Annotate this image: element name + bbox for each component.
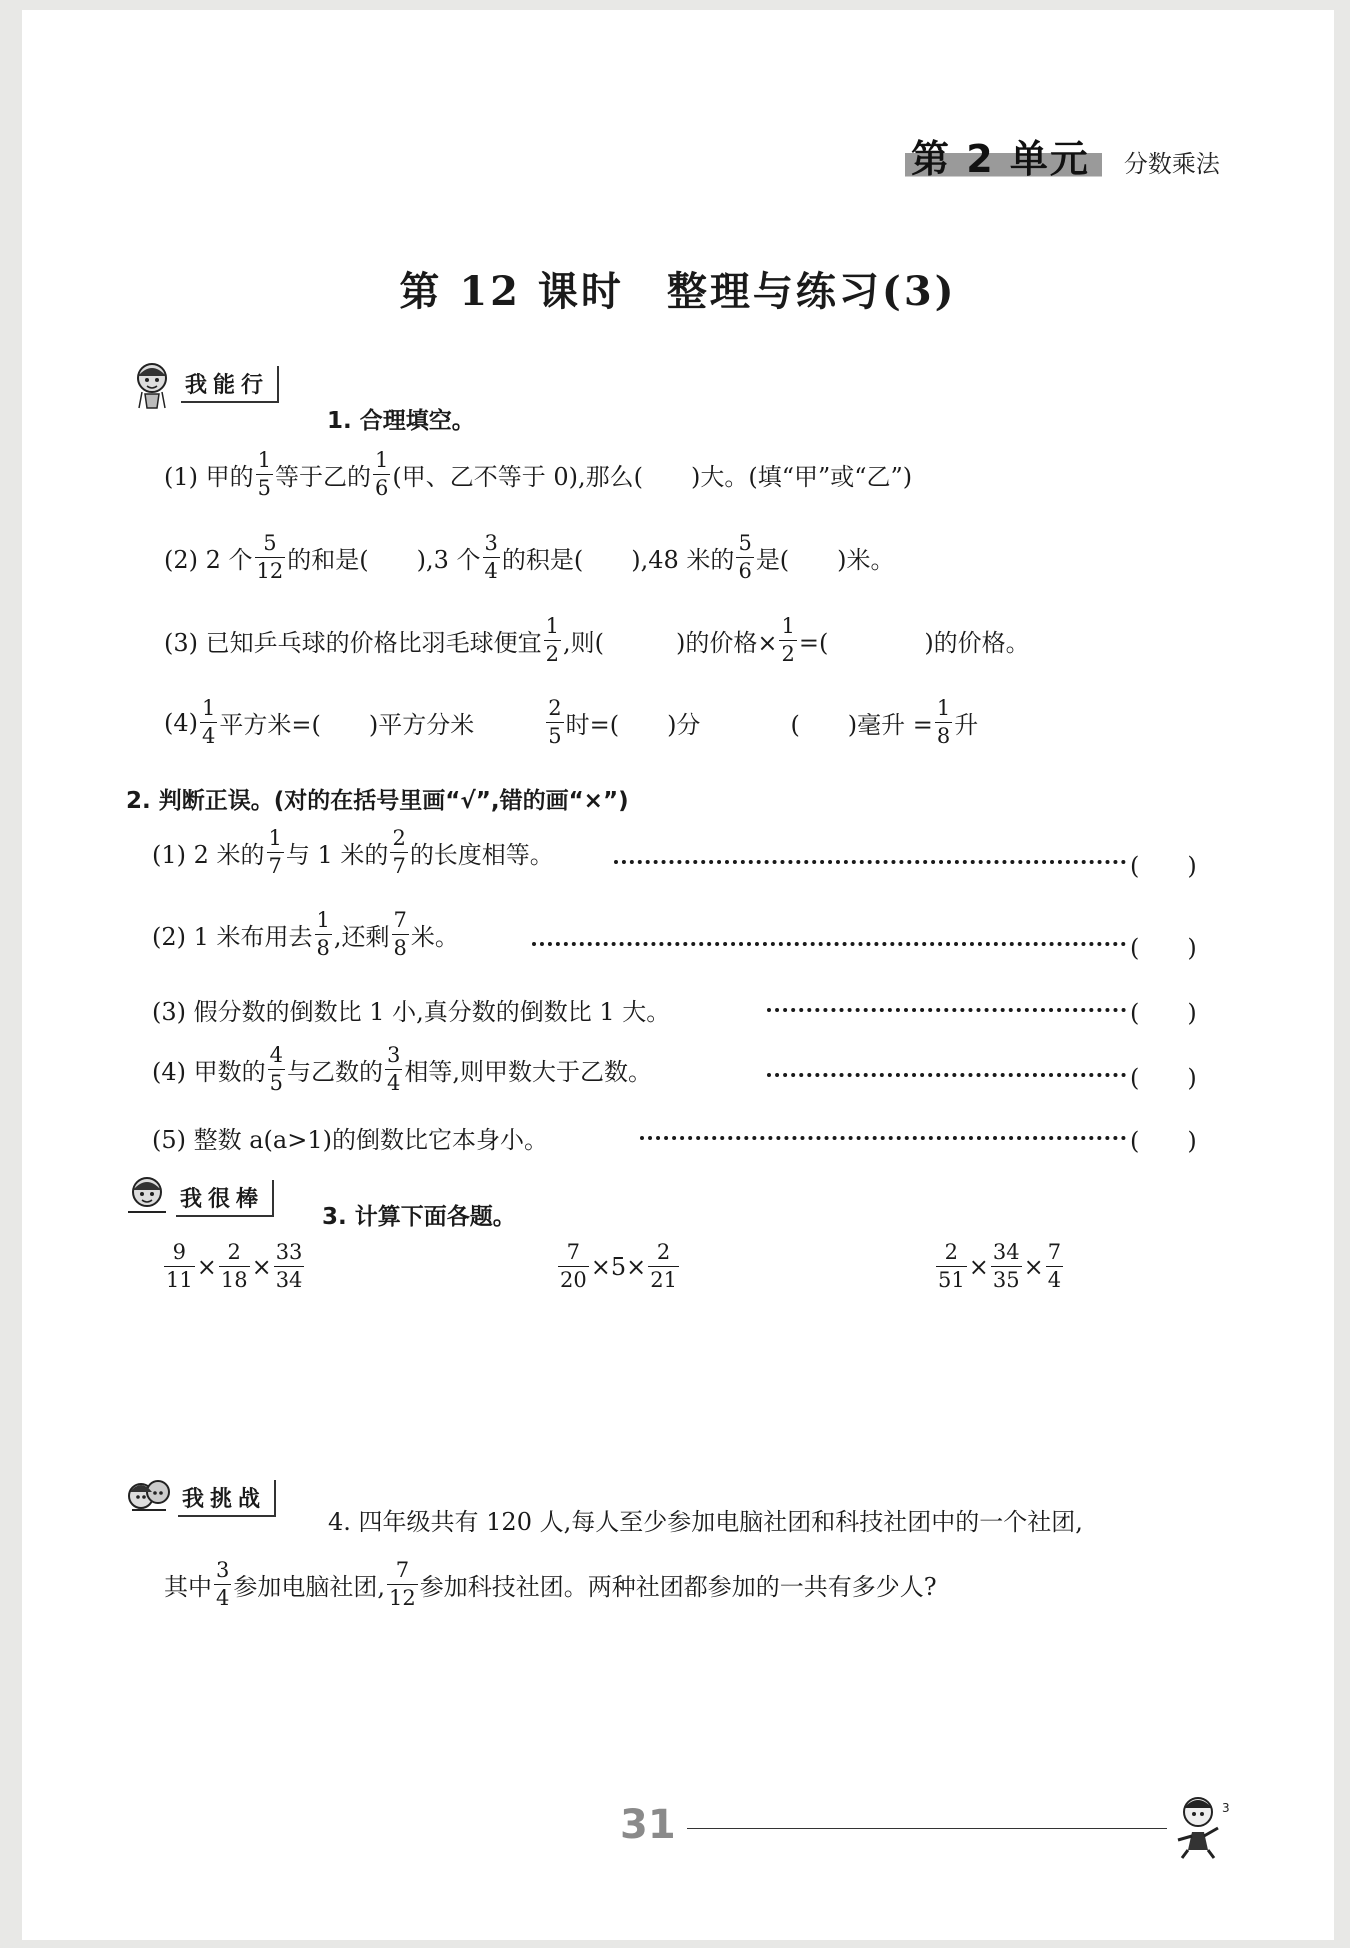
- fraction: [255, 533, 286, 582]
- question-1-heading: 1. 合理填空。: [327, 408, 475, 434]
- fraction: [546, 698, 563, 747]
- leader-dots: [767, 1008, 1126, 1012]
- text: 4. 四年级共有 120 人,每人至少参加电脑社团和科技社团中的一个社团,: [328, 1508, 1083, 1536]
- girl-mascot-icon: [122, 1172, 172, 1224]
- denominator: 21: [650, 1268, 677, 1292]
- calc-3: [934, 1242, 1065, 1291]
- numerator: 3: [387, 1043, 401, 1067]
- footer-rule: [687, 1828, 1167, 1829]
- denominator: 12: [389, 1586, 416, 1610]
- text: (4) 甲数的: [152, 1058, 266, 1086]
- question-3-heading: 3. 计算下面各题。: [322, 1204, 516, 1230]
- leader-dots: [614, 860, 1126, 864]
- numerator: 2: [944, 1240, 959, 1264]
- fraction: [214, 1560, 231, 1609]
- denominator: 5: [548, 724, 562, 748]
- text: ( )毫升 =: [790, 711, 933, 739]
- numerator: 1: [202, 696, 216, 720]
- q2-item-1: [152, 828, 554, 877]
- numerator: 1: [316, 908, 330, 932]
- lesson-title: 第 12 课时 整理与练习(3): [399, 268, 957, 315]
- question-4-line-1: [328, 1502, 1083, 1537]
- text: (2) 2 个: [164, 546, 253, 574]
- text: =( )的价格。: [798, 629, 1030, 657]
- text: 与乙数的: [287, 1058, 383, 1086]
- denominator: 11: [166, 1268, 193, 1292]
- fraction: [219, 1242, 250, 1291]
- cartoon-kid-icon: [1170, 1792, 1232, 1862]
- denominator: 4: [387, 1071, 401, 1095]
- text: (1) 甲的: [164, 463, 254, 491]
- fraction: [392, 910, 409, 959]
- answer-blank-1[interactable]: ( ): [1130, 852, 1197, 880]
- calc-1: [162, 1242, 306, 1291]
- text: 时=( )分: [565, 711, 701, 739]
- unit-header: [905, 128, 1220, 183]
- denominator: 7: [268, 854, 282, 878]
- fraction: [164, 1242, 195, 1291]
- numerator: 1: [257, 448, 271, 472]
- fraction: [779, 616, 796, 665]
- denominator: 34: [275, 1268, 303, 1292]
- denominator: 4: [216, 1586, 230, 1610]
- question-4-line-2: [164, 1560, 937, 1609]
- q1-item-3: [164, 616, 1030, 665]
- fraction: [268, 1045, 285, 1094]
- fraction: [648, 1242, 679, 1291]
- fraction: [935, 698, 952, 747]
- numerator: 3: [216, 1558, 230, 1582]
- text: 的和是( ),3 个: [287, 546, 481, 574]
- kids-mascot-icon: [124, 1472, 174, 1524]
- times-five: ×5×: [590, 1252, 647, 1281]
- times-sign: ×: [251, 1252, 272, 1281]
- tag-label: 我很棒: [176, 1180, 274, 1217]
- fraction: [1046, 1242, 1063, 1291]
- numerator: 3: [484, 531, 498, 555]
- text: 与 1 米的: [285, 841, 389, 869]
- numerator: 9: [172, 1240, 187, 1264]
- q2-item-4: [152, 1045, 652, 1094]
- fraction: [390, 828, 407, 877]
- svg-text:3: 3: [1222, 1801, 1230, 1815]
- denominator: 7: [392, 854, 406, 878]
- text: 升: [954, 711, 979, 739]
- numerator: 5: [263, 531, 277, 555]
- fraction: [387, 1560, 418, 1609]
- fraction: [544, 616, 561, 665]
- text: ,则( )的价格×: [563, 629, 778, 657]
- denominator: 2: [781, 642, 795, 666]
- denominator: 4: [1047, 1268, 1062, 1292]
- denominator: 5: [257, 476, 271, 500]
- numerator: 34: [992, 1240, 1020, 1264]
- text: 等于乙的: [275, 463, 371, 491]
- text: 的长度相等。: [409, 841, 554, 869]
- leader-dots: [532, 942, 1126, 946]
- fraction: [936, 1242, 967, 1291]
- numerator: 7: [1047, 1240, 1062, 1264]
- text: 是( )米。: [755, 546, 895, 574]
- q1-item-2: [164, 533, 895, 582]
- text: (甲、乙不等于 0),那么( )大。(填“甲”或“乙”): [392, 463, 913, 491]
- denominator: 18: [220, 1268, 248, 1292]
- fraction: [736, 533, 753, 582]
- fraction: [267, 828, 284, 877]
- denominator: 4: [202, 724, 216, 748]
- text: 平方米=( )平方分米: [219, 711, 475, 739]
- q2-item-2: [152, 910, 459, 959]
- denominator: 20: [560, 1268, 587, 1292]
- unit-subtitle: 分数乘法: [1123, 150, 1220, 178]
- text: (3) 已知乒乓球的价格比羽毛球便宜: [164, 629, 542, 657]
- fraction: [373, 450, 390, 499]
- denominator: 6: [738, 559, 752, 583]
- answer-blank-4[interactable]: ( ): [1130, 1064, 1197, 1092]
- tag-label: 我挑战: [178, 1480, 276, 1517]
- numerator: 5: [738, 531, 752, 555]
- section-tag-3: [122, 1172, 274, 1224]
- numerator: 1: [268, 826, 282, 850]
- times-sign: ×: [196, 1252, 217, 1281]
- leader-dots: [767, 1073, 1126, 1077]
- numerator: 7: [395, 1558, 410, 1582]
- times-sign: ×: [968, 1252, 989, 1281]
- text: (5) 整数 a(a>1)的倒数比它本身小。: [152, 1126, 548, 1154]
- text: 其中: [164, 1573, 212, 1601]
- leader-dots: [640, 1136, 1126, 1140]
- text: (1) 2 米的: [152, 841, 265, 869]
- worksheet-page: [22, 10, 1334, 1940]
- times-sign: ×: [1023, 1252, 1044, 1281]
- numerator: 1: [936, 696, 951, 720]
- q1-item-1: [164, 450, 912, 499]
- numerator: 7: [566, 1240, 581, 1264]
- text: 相等,则甲数大于乙数。: [404, 1058, 653, 1086]
- q1-item-4: [164, 698, 978, 747]
- denominator: 35: [992, 1268, 1020, 1292]
- numerator: 2: [227, 1240, 241, 1264]
- q2-item-3: [152, 992, 670, 1027]
- fraction: [274, 1242, 305, 1291]
- fraction: [483, 533, 500, 582]
- denominator: 4: [484, 559, 498, 583]
- girl-mascot-icon: [127, 358, 177, 410]
- numerator: 2: [392, 826, 406, 850]
- text: (3) 假分数的倒数比 1 小,真分数的倒数比 1 大。: [152, 998, 671, 1026]
- text: 参加电脑社团,: [233, 1573, 386, 1601]
- denominator: 8: [936, 724, 951, 748]
- denominator: 5: [269, 1071, 283, 1095]
- text: 参加科技社团。两种社团都参加的一共有多少人?: [419, 1573, 937, 1601]
- fraction: [558, 1242, 589, 1291]
- answer-blank-3[interactable]: ( ): [1130, 999, 1197, 1027]
- numerator: 7: [393, 908, 407, 932]
- denominator: 2: [545, 642, 559, 666]
- numerator: 4: [269, 1043, 283, 1067]
- fraction: [315, 910, 332, 959]
- fraction: [991, 1242, 1022, 1291]
- answer-blank-5[interactable]: ( ): [1130, 1127, 1197, 1155]
- numerator: 1: [545, 614, 559, 638]
- denominator: 6: [375, 476, 389, 500]
- numerator: 1: [781, 614, 795, 638]
- tag-label: 我能行: [181, 366, 279, 403]
- numerator: 33: [275, 1240, 303, 1264]
- text: (2) 1 米布用去: [152, 923, 313, 951]
- text: (4): [164, 708, 198, 737]
- numerator: 2: [656, 1240, 671, 1264]
- denominator: 8: [393, 936, 407, 960]
- fraction: [256, 450, 273, 499]
- question-2-heading: 2. 判断正误。(对的在括号里画“√”,错的画“×”): [126, 788, 629, 814]
- denominator: 12: [256, 559, 284, 583]
- denominator: 8: [316, 936, 330, 960]
- calc-2: [556, 1242, 681, 1291]
- text: 的积是( ),48 米的: [501, 546, 735, 574]
- answer-blank-2[interactable]: ( ): [1130, 934, 1197, 962]
- text: 米。: [410, 923, 459, 951]
- section-tag-1: [127, 358, 279, 410]
- unit-label: 第 2 单元: [905, 128, 1102, 183]
- text: ,还剩: [333, 923, 390, 951]
- page-number: 31: [620, 1802, 676, 1848]
- fraction: [200, 698, 217, 747]
- q2-item-5: [152, 1120, 548, 1155]
- numerator: 1: [375, 448, 389, 472]
- section-tag-4: [124, 1472, 276, 1524]
- fraction: [385, 1045, 402, 1094]
- denominator: 51: [938, 1268, 965, 1292]
- numerator: 2: [548, 696, 562, 720]
